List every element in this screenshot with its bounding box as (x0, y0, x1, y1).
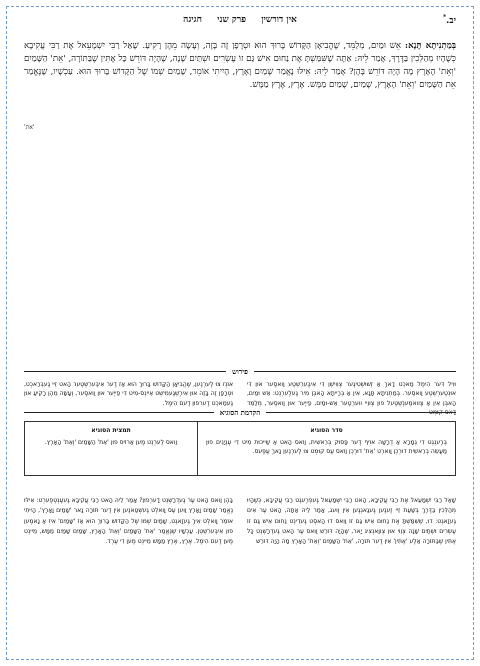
seder-hasugya-body: בְּרֶענְגְט דִי גְמָרָא אַ דְרָשָׁה אוֹיף דֶער פָּסוּק בְּרֵאשִׁית, וַוֹאס הָאט אַ שַׁייכוּת מִיט דִי עֶנְיָנִים פוּן מַעֲשֵׂה בְרֵאשִׁית דוּרְכְן וָוארְט 'אֵת' דוּרְכְן וַוֹאס עֶס קוּמְט צוּ לֶערְנֶען נָאךְ עֶפֶּעס. (206, 439, 447, 455)
tractate-name: חגיגה (183, 15, 202, 25)
hakdama-box (24, 421, 456, 476)
peirush-heading (24, 366, 456, 376)
page-border (6, 6, 474, 660)
chapter-header (24, 14, 456, 25)
divider (266, 412, 456, 413)
divider (254, 371, 456, 372)
translation-columns (24, 496, 456, 547)
running-header (24, 14, 456, 30)
hakdama-heading (24, 407, 456, 417)
tamtzis-hasugya (25, 422, 197, 475)
chapter-name: פרק שני (217, 15, 247, 25)
tamtzis-hasugya-title: תמצית הסוגיא (91, 427, 131, 434)
seder-hasugya (197, 422, 455, 475)
folio-number: יב.* (443, 14, 456, 26)
gemara-opening: בְּמַתְנִיתָא תָּנָא: (404, 41, 456, 51)
divider (24, 412, 214, 413)
seder-hasugya-title: סדר הסוגיא (310, 427, 343, 434)
catchword: 'את' (24, 124, 35, 131)
peirush-left-column: אוֹנְז צוּ לֶערְנֶען, שֶׁהֱבִיאָן הַקָּדוֹשׁ בָּרוּךְ הוּא אַז דֶער אִיבֶּערִשְׁטֶער הָאט זֵיי גֶעבְּרַאכְט, וּטְרָפָן זֶה בָּזֶה אוּן אִירְשְׁגֶעמִישְׁט אֵיינְס-מִיט דִּי פַייֶער אוּן וַואסֶער, וְעָשָׂה מֵהֶן רָקִיעַ אוּן גֶעמַאכְט דֶערפוּן דֶעם הִימֶל. (24, 381, 233, 407)
hakdama-title: הקדמת הסוגיא (219, 407, 261, 417)
tractate-section: אין דורשין (261, 15, 297, 25)
translation-right-column: שָׁאַל רַבִּי יִשְׁמָעֵאל אֶת רַבִּי עֲקִיבָא, הָאט רַבִּי יִשְׁמָעֵאל גֶעפְרֶעגְט רַבִּי עֲקִיבָא, כְּשֶׁהָיוּ מְהַלְּכִין בַּדֶּרֶךְ בְּשַׁעַת זֵיי זֶענֶען גֶעגַאנְגֶען אִין וֶועג, אָמַר לֵיהּ אַתָּה, הָאט עֶר אִים גֶעזָאגְט: דוּ, שֶׁשִּׁמַּשְׁתָּ אֶת נַחוּם אִישׁ גַּם זוֹ וַואס דוּ הָאסְט גֶעדִינְט נַחוּם אִישׁ גַּם זוֹ עֶשְׂרִים וּשְׁתַּיִם שָׁנָה צְוֵוי אוּן צְווַאנְצִיג יָאר, שֶׁהָיָה דּוֹרֵשׁ וַואס עֶר הָאט גֶעדְרָשְׁנְט כָּל אֶתִּין שֶׁבַּתּוֹרָה אַלֶע 'אֶתִּין' אִין דֶער תּוֹרָה, 'אֵת' הַשָּׁמַיִם 'וְאֵת' הָאָרֶץ מָה הָיָה דּוֹרֵשׁ (247, 497, 456, 546)
gemara-text (24, 40, 456, 92)
gemara-body: אֵשׁ וּמַיִם, מְלַמֵּד, שֶׁהֱבִיאָן הַקָּדוֹשׁ בָּרוּךְ הוּא וּטְרָפָן זֶה בָּזֶה, וְעָשָׂה מֵהֶן רָקִיעַ. שָׁאַל רַבִּי יִשְׁמָעֵאל אֶת רַבִּי עֲקִיבָא כְּשֶׁהָיוּ מְהַלְּכִין בַּדֶּרֶךְ, אָמַר לֵיהּ: אַתָּה שֶׁשִּׁמַּשְׁתָּ אֶת נַחוּם אִישׁ גַּם זוֹ עֶשְׂרִים וּשְׁתַּיִם שָׁנָה, שֶׁהָיָה דּוֹרֵשׁ כָּל אֶתִּין שֶׁבַּתּוֹרָה, 'אֵת' הַשָּׁמַיִם 'וְאֵת' הָאָרֶץ מָה הָיָה דּוֹרֵשׁ בָּהֶן? אָמַר לֵיהּ: אִילּוּ נֶאֱמַר שָׁמַיִם וָאָרֶץ, הָיִיתִי אוֹמֵר, שָׁמַיִם שְׁמוֹ שֶׁל הַקָּדוֹשׁ בָּרוּךְ הוּא. עַכְשָׁיו, שֶׁנֶּאֱמַר אֵת הַשָּׁמַיִם 'וְאֵת' הָאָרֶץ, שָׁמַיִם, שָׁמַיִם מַמָּשׁ. אֶרֶץ, אֶרֶץ מַמָּשׁ. (24, 41, 456, 90)
peirush-right-column: וּוִיל דִּער הִימֶל מַאכְט דָאךְ אַ זְשׁוּשְׁטִיגֶער צְוִוישְׁן דִּי אִיבֶּערִשְׁטֶע וַואסֶער אוּן דִּי אוּנְטֶערְשְׁטֶע וַואסֶער. בְּמַתְנִיתָא תָּנָא, אִין אַ בְּרַייתָא הָאבְּן מִיר גֶעלֶערְנְט: אֵשׁ וּמַיִם, הָאבְּן אִין אַ צֶוואמֶענְשְׁטֶעל פוּן צְווֵיי ווערְטֶער אֵשׁ-וּמַיִם, פַייֶער אוּן וַואסֶער, מְלַמֵּד דָאס קוּמְט (247, 381, 456, 417)
tamtzis-hasugya-body: וַואס לֶערְנְט מֶען אַרוֹיס פוּן 'אֵת' הַשָּׁמַיִם 'וְאֵת' הָאָרֶץ. (44, 439, 178, 446)
translation-left-column: בָּהֶן וַואס הָאט עֶר גֶעדְרָשְׁנְט דָערְפוּן? אָמַר לֵיהּ הָאט רַבִּי עֲקִיבָא גֶעעֶנְטְפֶערְט: אִילּוּ נֶאֱמַר שָׁמַיִם וָאָרֶץ וַוען עֶס וָואלְט גֶעשְׁטַאנֶען אִין דֶער תּוֹרָה נָאר 'שָׁמַיִם וָאָרֶץ', הָיִיתִי אוֹמֵר וָואלְט אִיךְ גֶעזָאגְט, שָׁמַיִם שְׁמוֹ שֶׁל הַקָּדוֹשׁ בָּרוּךְ הוּא אַז 'שָׁמַיִם' אִיז אַ נָאמֶען פוּן אִיבֶּערִשְׁטְן. עַכְשָׁיו שֶׁנֶּאֱמַר 'אֵת' הַשָּׁמַיִם 'וְאֵת' הָאָרֶץ, שָׁמַיִם שָׁמַיִם מַמָּשׁ, מֵיינְט מֶען דֶעם הִימֶל. אֶרֶץ, אֶרֶץ מַמָּשׁ מֵיינְט מֶען דִי עֶרְד. (24, 497, 233, 546)
divider (24, 371, 226, 372)
peirush-title: פירוש (232, 366, 248, 376)
